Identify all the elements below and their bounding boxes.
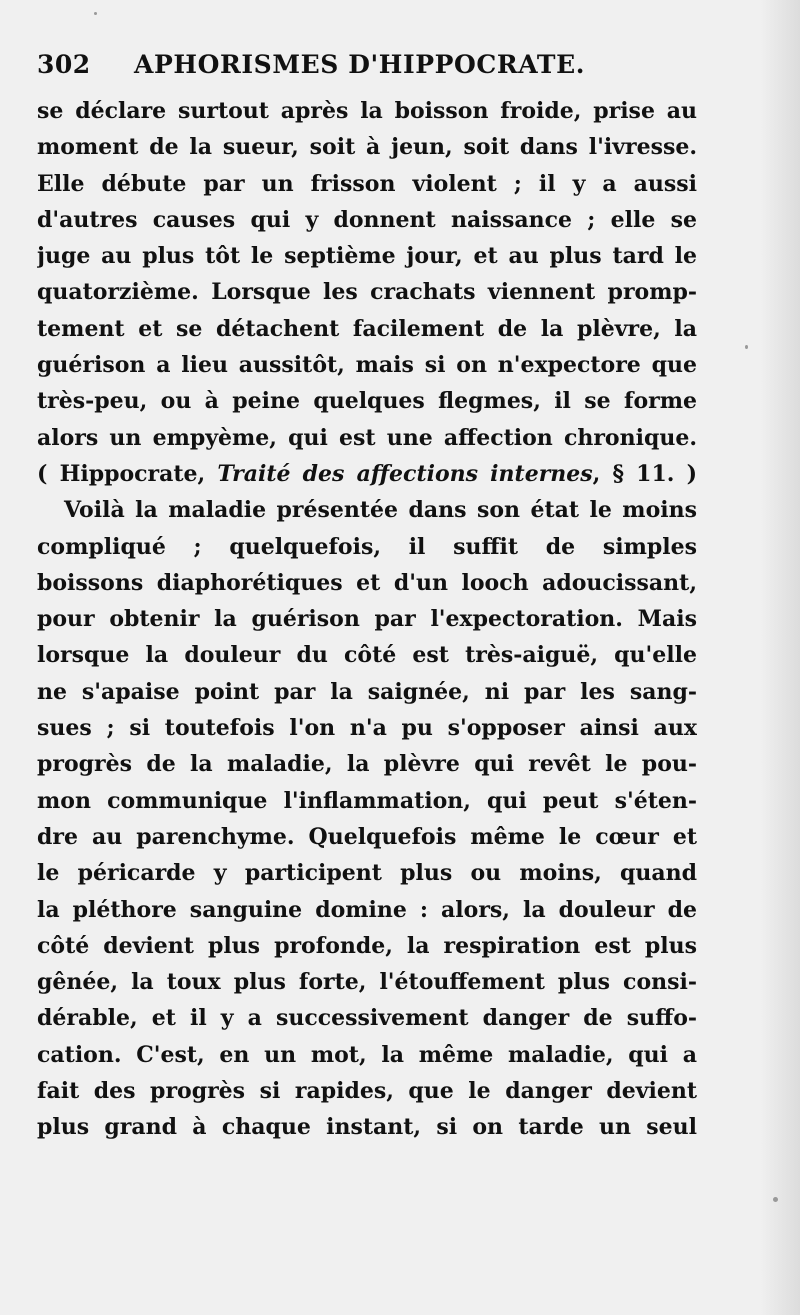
text-line: juge au plus tôt le septième jour, et au plus tard le	[37, 243, 697, 270]
text-line: mon communique l'inflammation, qui peut s'éten-	[37, 787, 697, 814]
paper-speck	[94, 12, 97, 15]
text-line: alors un empyème, qui est une affection chronique.	[37, 424, 697, 451]
page-edge-shadow	[760, 0, 800, 1315]
citation-section: , § 11. )	[592, 460, 697, 487]
running-header	[37, 48, 657, 86]
text-line: pour obtenir la guérison par l'expectoration. Mais	[37, 606, 697, 633]
text-line: d'autres causes qui y donnent naissance ; elle se	[37, 206, 697, 233]
citation-line	[37, 456, 697, 492]
text-line: cation. C'est, en un mot, la même maladie, qui a	[37, 1041, 697, 1068]
text-line: sues ; si toutefois l'on n'a pu s'opposer ainsi aux	[37, 715, 697, 742]
text-line: compliqué ; quelquefois, il suffit de simples	[37, 533, 697, 560]
citation-prefix: ( Hippocrate,	[37, 460, 218, 487]
paragraph-first-line: Voilà la maladie présentée dans son état le moins	[64, 497, 697, 524]
text-line: quatorzième. Lorsque les crachats viennent promp-	[37, 279, 697, 306]
text-line: le péricarde y participent plus ou moins, quand	[37, 860, 697, 887]
text-line: moment de la sueur, soit à jeun, soit dans l'ivresse.	[37, 134, 697, 161]
text-line: guérison a lieu aussitôt, mais si on n'expectore que	[37, 352, 697, 379]
text-line: plus grand à chaque instant, si on tarde un seul	[37, 1114, 697, 1141]
citation-work-title: Traité des affections internes	[217, 460, 593, 487]
text-line: fait des progrès si rapides, que le danger devient	[37, 1078, 697, 1105]
running-title: APHORISMES D'HIPPOCRATE.	[134, 50, 586, 79]
text-line: gênée, la toux plus forte, l'étouffement plus consi-	[37, 969, 697, 996]
body-text	[37, 93, 697, 1146]
page-number: 302	[37, 50, 91, 79]
text-line: la pléthore sanguine domine : alors, la douleur de	[37, 896, 697, 923]
text-line: côté devient plus profonde, la respiration est plus	[37, 932, 697, 959]
text-line: ne s'apaise point par la saignée, ni par les sang-	[37, 678, 697, 705]
text-line: Elle débute par un frisson violent ; il y a aussi	[37, 170, 697, 197]
paper-speck	[773, 1197, 778, 1202]
text-line: se déclare surtout après la boisson froide, prise au	[37, 98, 697, 124]
text-line: dérable, et il y a successivement danger de suffo-	[37, 1005, 697, 1032]
text-line: dre au parenchyme. Quelquefois même le cœur et	[37, 823, 697, 850]
text-line: lorsque la douleur du côté est très-aiguë, qu'elle	[37, 642, 697, 669]
text-line: tement et se détachent facilement de la plèvre, la	[37, 315, 697, 342]
paper-speck	[745, 345, 748, 349]
text-line: très-peu, ou à peine quelques flegmes, il se forme	[37, 388, 697, 415]
text-line: boissons diaphorétiques et d'un looch adoucissant,	[37, 569, 697, 596]
text-line: progrès de la maladie, la plèvre qui revêt le pou-	[37, 751, 697, 778]
